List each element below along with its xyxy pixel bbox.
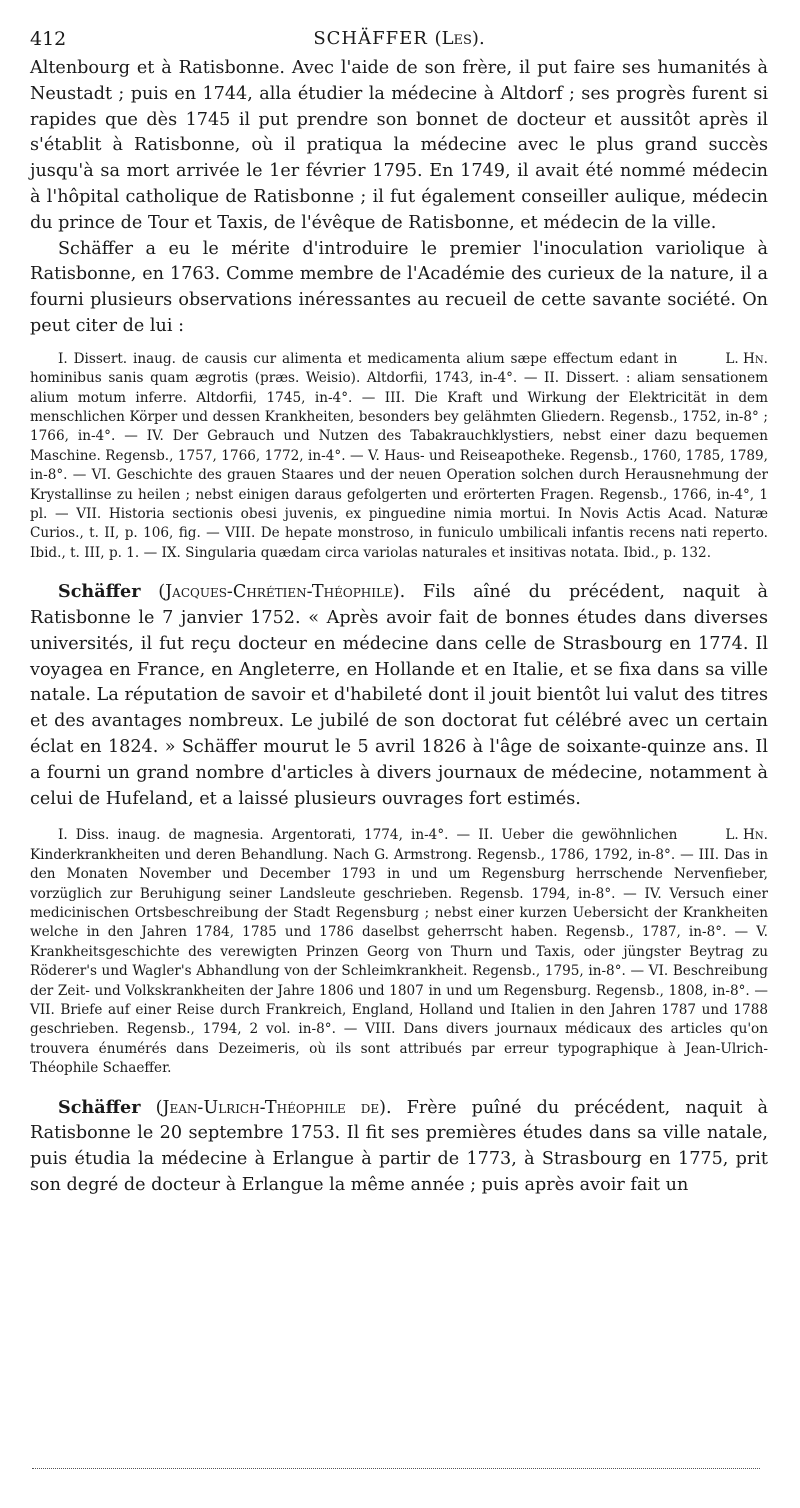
entry1-paragraph-1: Altenbourg et à Ratisbonne. Avec l'aide de son frère, il put faire ses humanités à Neustadt ; puis en 1744, alla étudier la médecine à Altdorf ; ses progrès furent si rapides que dès 1745 il put prendre son bonnet de docteur et aussitôt après il s'établit à Ratisbonne, où il pratiqua la médecine avec le plus grand succès jusqu'à sa mort arrivée le 1er février 1795. En 1749, il avait été nommé médecin à l'hôpital catholique de Ratisbonne ; il fut également conseiller aulique, médecin du prince de Tour et Taxis, de l'évêque de Ratisbonne, et médecin de la ville. (30, 58, 768, 233)
entry2-works (30, 826, 768, 1078)
running-title-name: SCHÄFFER (313, 28, 428, 49)
entry3-given-names: (Jean-Ulrich-Théophile de). (155, 1097, 392, 1118)
page-number: 412 (30, 28, 67, 50)
page (30, 28, 768, 1199)
entry-schaffer-senior (30, 56, 768, 563)
entry-jacques-chretien-theophile (30, 579, 768, 1078)
entry2-signature: L. Hn. (725, 827, 768, 844)
entry1-paragraph-2: Schäffer a eu le mérite d'introduire le premier l'inoculation variolique à Ratisbonne, en 1763. Comme membre de l'Académie des curieux de la nature, il a fourni plusieurs observations inéressantes au recueil de cette savante société. On peut citer de lui : (30, 238, 768, 336)
entry3-paragraph (30, 1095, 768, 1199)
page-header (30, 28, 768, 56)
entry2-text: Fils aîné du précédent, naquit à Ratisbonne le 7 janvier 1752. « Après avoir fait de bonnes études dans diverses universités, il fut reçu docteur en médecine dans celle de Strasbourg en 1774. Il voyagea en France, en Angleterre, en Hollande et en Italie, et se fixa dans sa ville natale. La réputation de savoir et d'habileté dont il jouit bientôt lui valut des titres et des avantages nombreux. Le jubilé de son doctorat fut célébré avec un certain éclat en 1824. » Schäffer mourut le 5 avril 1826 à l'âge de soixante-quinze ans. Il a fourni un grand nombre d'articles à divers journaux de médecine, notamment à celui de Hufeland, et a laissé plusieurs ouvrages fort estimés. (30, 582, 769, 809)
footer-rule (32, 1468, 760, 1469)
entry2-paragraph (30, 579, 768, 812)
entry1-works (30, 350, 768, 563)
entry1-works-text: I. Dissert. inaug. de causis cur alimenta et medicamenta alium sæpe effectum edant in hominibus sanis quam ægrotis (præs. Weisio). Altdorfii, 1743, in-4°. — II. Dissert. : aliam sensationem alium motum inferre. Altdorfii, 1745, in-4°. — III. Die Kraft und Wirkung der Elektricität in dem menschlichen Körper und dessen Krankheiten, besonders bey gelähmten Gliedern. Regensb., 1752, in-8° ; 1766, in-4°. — IV. Der Gebrauch und Nutzen des Tabakrauchklystiers, nebst einer dazu bequemen Maschine. Regensb., 1757, 1766, 1772, in-4°. — V. Haus- und Reiseapotheke. Regensb., 1760, 1785, 1789, in-8°. — VI. Geschichte des grauen Staares und der neuen Operation solchen durch Herausnehmung der Krystallinse zu heilen ; nebst einigen daraus gefolgerten und erörterten Fragen. Regensb., 1766, in-4°, 1 pl. — VII. Historia sectionis obesi juvenis, ex pinguedine nimia mortui. In Novis Actis Acad. Naturæ Curios., t. II, p. 106, fig. — VIII. De hepate monstroso, in funiculo umbilicali infantis recens nati reperto. Ibid., t. III, p. 1. — IX. Singularia quædam circa variolas naturales et insitivas notata. Ibid., p. 132. (30, 350, 768, 561)
entry3-text: Frère puîné du précédent, naquit à Ratisbonne le 20 septembre 1753. Il fit ses premières études dans sa ville natale, puis étudia la médecine à Erlangue à partir de 1773, à Strasbourg en 1775, prit son degré de docteur à Erlangue la même année ; puis après avoir fait un (30, 1097, 768, 1196)
entry3-name: Schäffer (58, 1096, 141, 1118)
entry2-name: Schäffer (58, 581, 141, 603)
entry2-given-names: (Jacques-Chrétien-Théophile). (158, 582, 406, 603)
entry-jean-ulrich-theophile (30, 1095, 768, 1199)
running-title-paren: (Les). (434, 28, 485, 49)
entry1-signature: L. Hn. (725, 350, 768, 367)
running-title (30, 28, 768, 49)
entry2-works-text: I. Diss. inaug. de magnesia. Argentorati, 1774, in-4°. — II. Ueber die gewöhnlichen Kinderkrankheiten und deren Behandlung. Nach G. Armstrong. Regensb., 1786, 1792, in-8°. — III. Das in den Monaten November und December 1793 in und um Regensburg herrschende Nervenfieber, vorzüglich zur Beruhigung seiner Landsleute geschrieben. Regensb. 1794, in-8°. — IV. Versuch einer medicinischen Ortsbeschreibung der Stadt Regensburg ; nebst einer kurzen Uebersicht der Krankheiten welche in den Jahren 1784, 1785 und 1786 daselbst geherrscht haben. Regensb., 1787, in-8°. — V. Krankheitsgeschichte des verewigten Prinzen Georg von Thurn und Taxis, oder jüngster Beytrag zu Röderer's und Wagler's Abhandlung von der Schleimkrankheit. Regensb., 1795, in-8°. — VI. Beschreibung der Zeit- und Volkskrankheiten der Jahre 1806 und 1807 in und um Regensburg. Regensb., 1808, in-8°. — VII. Briefe auf einer Reise durch Frankreich, England, Holland und Italien in den Jahren 1787 und 1788 geschrieben. Regensb., 1794, 2 vol. in-8°. — VIII. Dans divers journaux médicaux des articles qu'on trouvera énumérés dans Dezeimeris, où ils sont attribués par erreur typographique à Jean-Ulrich-Théophile Schaeffer. (30, 827, 768, 1077)
